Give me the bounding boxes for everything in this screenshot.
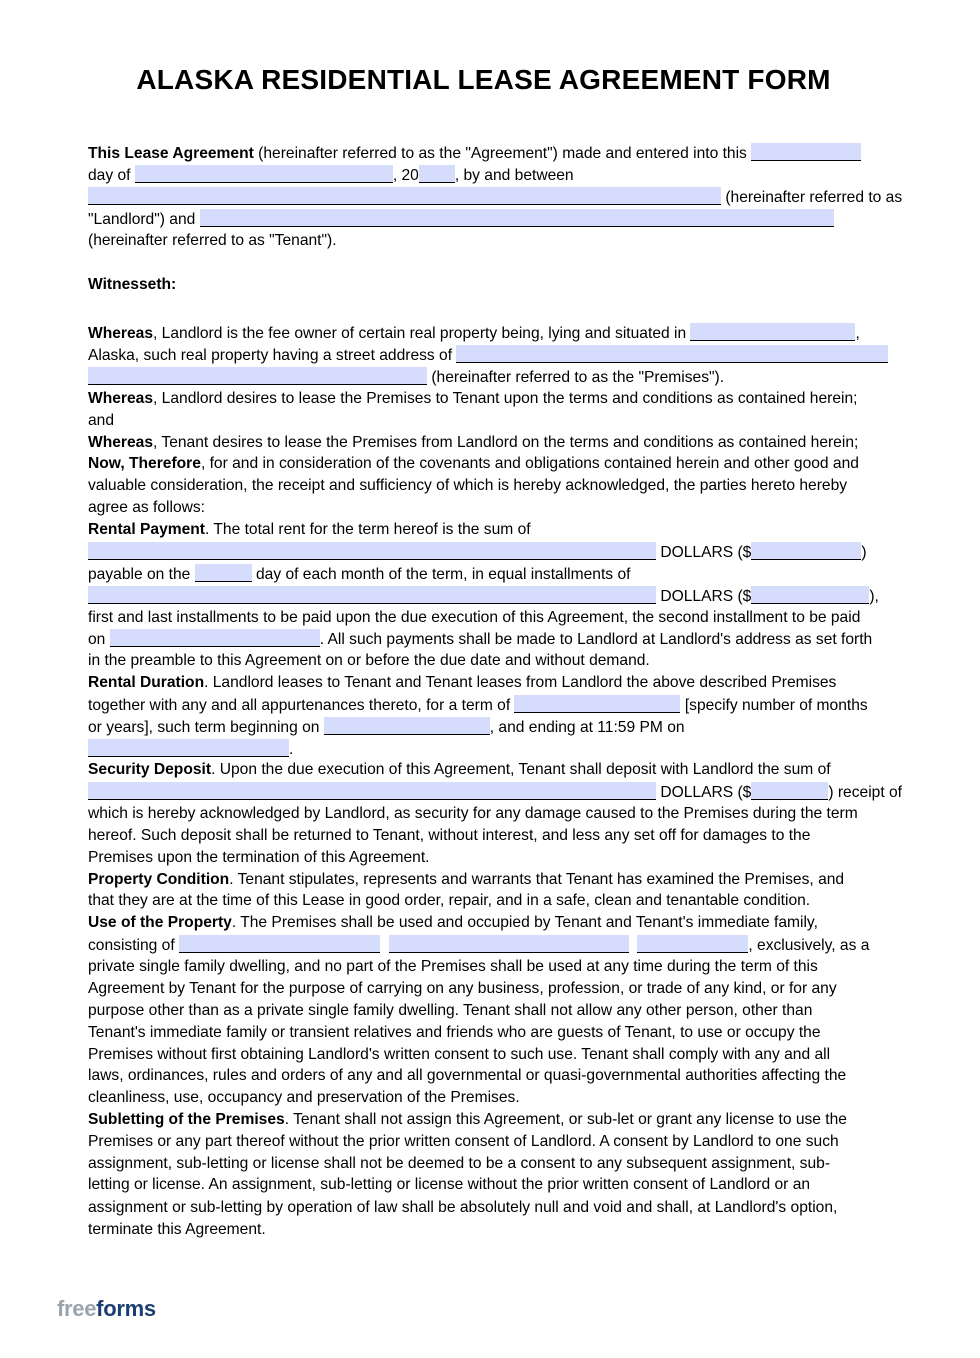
whereas-2-line-1: Whereas, Landlord desires to lease the Premises to Tenant upon the terms and conditions as contained herein; [88, 390, 858, 407]
subletting-line-2: Premises or any part thereof without the prior written consent of Landlord. A consent by Landlord to one such [88, 1133, 839, 1150]
landlord-name-field[interactable] [88, 187, 721, 205]
rental-duration-line-4: . [88, 739, 293, 760]
occupant-name-field-2[interactable] [389, 935, 629, 953]
security-deposit-line-5: Premises upon the termination of this Agreement. [88, 849, 430, 866]
agreement-day-field[interactable] [751, 143, 861, 161]
page-title: ALASKA RESIDENTIAL LEASE AGREEMENT FORM [136, 64, 831, 95]
whereas-3-line-1: Whereas, Tenant desires to lease the Premises from Landlord on the terms and conditions as contained herein; [88, 434, 859, 451]
term-start-date-field[interactable] [324, 717, 490, 735]
agreement-month-field[interactable] [135, 165, 393, 183]
witnesseth-heading: Witnesseth: [88, 276, 177, 293]
total-rent-words-field[interactable] [88, 542, 656, 560]
subletting-line-1: Subletting of the Premises. Tenant shall not assign this Agreement, or sub-let or grant any license to use the [88, 1111, 847, 1128]
use-of-property-line-1: Use of the Property. The Premises shall be used and occupied by Tenant and Tenant's immediate family, [88, 914, 818, 931]
rental-payment-line-7: in the preamble to this Agreement on or before the due date and without demand. [88, 652, 650, 669]
subletting-line-3: assignment, sub-letting or license shall not be deemed to be a consent to any subsequent assignment, sub- [88, 1155, 831, 1172]
rental-payment-line-1: Rental Payment. The total rent for the term hereof is the sum of [88, 521, 531, 538]
rental-payment-line-2: DOLLARS ($ ) [88, 542, 867, 563]
payment-day-field[interactable] [195, 564, 252, 582]
rental-duration-line-2: together with any and all appurtenances thereto, for a term of [specify number of months [88, 697, 868, 714]
whereas-1-line-3: (hereinafter referred to as the "Premises"). [88, 367, 724, 388]
freeforms-logo: freeforms [57, 1296, 156, 1321]
use-of-property-line-5: purpose other than as a private single family dwelling. Tenant shall not allow any other person, other than [88, 1002, 813, 1019]
street-address-field-2[interactable] [88, 367, 427, 385]
street-address-field[interactable] [456, 345, 888, 363]
total-rent-amount-field[interactable] [751, 542, 861, 560]
term-length-field[interactable] [514, 695, 680, 713]
use-of-property-line-7: Premises without first obtaining Landlord's written consent to such use. Tenant shall comply with any and all [88, 1046, 831, 1063]
intro-line-5: (hereinafter referred to as "Tenant"). [88, 232, 337, 249]
security-deposit-line-1: Security Deposit. Upon the due execution of this Agreement, Tenant shall deposit with Landlord the sum of [88, 761, 831, 778]
rental-duration-line-1: Rental Duration. Landlord leases to Tenant and Tenant leases from Landlord the above described Premises [88, 674, 837, 691]
second-installment-date-field[interactable] [110, 629, 320, 647]
agreement-year-field[interactable] [419, 165, 455, 183]
subletting-line-5: assignment or sub-letting by operation of law shall be absolutely null and void and shall, at Landlord's option, [88, 1199, 838, 1216]
rental-payment-line-4: DOLLARS ($ ), [88, 586, 879, 607]
subletting-line-6: terminate this Agreement. [88, 1221, 266, 1238]
use-of-property-line-9: cleanliness, use, occupancy and preservation of the Premises. [88, 1089, 520, 1106]
intro-line-4: "Landlord") and [88, 209, 834, 230]
rental-payment-line-6: on . All such payments shall be made to Landlord at Landlord's address as set forth [88, 631, 873, 648]
installment-words-field[interactable] [88, 586, 656, 604]
whereas-1-line-2: Alaska, such real property having a street address of [88, 345, 888, 366]
whereas-1-line-1: Whereas, Landlord is the fee owner of certain real property being, lying and situated in , [88, 325, 860, 342]
rental-payment-line-3: payable on the day of each month of the term, in equal installments of [88, 566, 631, 583]
tenant-name-field[interactable] [200, 209, 834, 227]
intro-line-1: This Lease Agreement (hereinafter referred to as the "Agreement") made and entered into this [88, 143, 861, 164]
property-condition-line-1: Property Condition. Tenant stipulates, represents and warrants that Tenant has examined the Premises, and [88, 871, 845, 888]
intro-line-2: day of , 20 , by and between [88, 167, 574, 184]
now-therefore-line-1: Now, Therefore, for and in consideration of the covenants and obligations contained herein and other good and [88, 455, 859, 472]
city-field[interactable] [690, 323, 855, 341]
whereas-2-line-2: and [88, 412, 115, 429]
now-therefore-line-3: agree as follows: [88, 499, 206, 516]
security-deposit-line-3: which is hereby acknowledged by Landlord, as security for any damage caused to the Premises during the term [88, 805, 858, 822]
use-of-property-line-4: Agreement by Tenant for the purpose of carrying on any business, profession, or trade of any kind, or for any [88, 980, 837, 997]
intro-line-3: (hereinafter referred to as [88, 187, 902, 208]
security-deposit-line-2: DOLLARS ($ ) receipt of [88, 782, 902, 803]
use-of-property-line-3: private single family dwelling, and no part of the Premises shall be used at any time during the term of this [88, 958, 818, 975]
rental-payment-line-5: first and last installments to be paid upon the due execution of this Agreement, the second installment to be paid [88, 609, 861, 626]
occupant-name-field-1[interactable] [179, 935, 380, 953]
use-of-property-line-8: laws, ordinances, rules and orders of any and all governmental or quasi-governmental authorities affecting the [88, 1067, 847, 1084]
occupant-name-field-3[interactable] [637, 935, 748, 953]
deposit-amount-field[interactable] [751, 782, 828, 800]
term-end-date-field[interactable] [88, 739, 289, 757]
use-of-property-line-6: Tenant's immediate family or transient relatives and friends who are guests of Tenant, to use or occupy the [88, 1024, 821, 1041]
installment-amount-field[interactable] [751, 586, 869, 604]
property-condition-line-2: that they are at the time of this Lease in good order, repair, and in a safe, clean and tenantable condition. [88, 892, 811, 909]
subletting-line-4: letting or license. An assignment, sub-letting or license without the prior written consent of Landlord or an [88, 1176, 811, 1193]
rental-duration-line-3: or years], such term beginning on , and ending at 11:59 PM on [88, 719, 685, 736]
now-therefore-line-2: valuable consideration, the receipt and sufficiency of which is hereby acknowledged, the parties hereto hereby [88, 477, 848, 494]
security-deposit-line-4: hereof. Such deposit shall be returned to Tenant, without interest, and less any set off for damages to the [88, 827, 811, 844]
use-of-property-line-2: consisting of , exclusively, as a [88, 937, 870, 954]
deposit-words-field[interactable] [88, 782, 656, 800]
